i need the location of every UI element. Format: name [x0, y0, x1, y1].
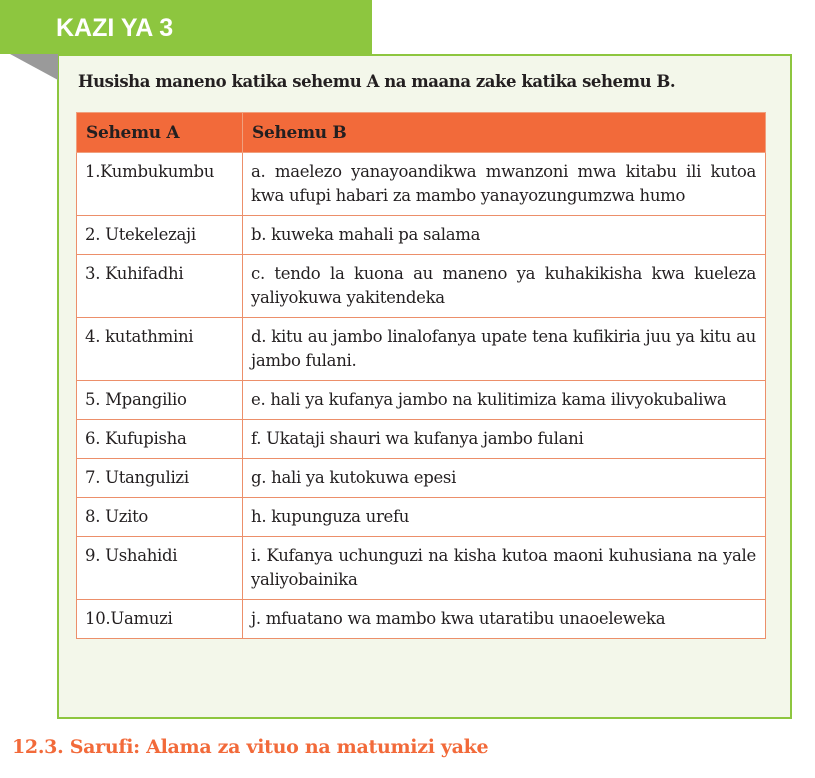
term-cell: 9. Ushahidi [77, 537, 243, 600]
term-cell: 2. Utekelezaji [77, 216, 243, 255]
meaning-cell: b. kuweka mahali pa salama [243, 216, 766, 255]
activity-tag [0, 0, 372, 54]
table-row [77, 255, 766, 318]
meaning-cell: e. hali ya kufanya jambo na kulitimiza kama ilivyokubaliwa [243, 381, 766, 420]
term-cell: 10.Uamuzi [77, 600, 243, 639]
table-row [77, 498, 766, 537]
term-cell: 7. Utangulizi [77, 459, 243, 498]
activity-tag-label: KAZI YA 3 [56, 14, 174, 42]
meaning-cell: g. hali ya kutokuwa epesi [243, 459, 766, 498]
table-row [77, 318, 766, 381]
term-cell: 8. Uzito [77, 498, 243, 537]
term-cell: 5. Mpangilio [77, 381, 243, 420]
activity-instruction: Husisha maneno katika sehemu A na maana zake katika sehemu B. [78, 72, 676, 91]
column-header-sehemu-b: Sehemu B [243, 113, 766, 153]
section-heading: 12.3. Sarufi: Alama za vituo na matumizi yake [12, 736, 489, 758]
meaning-cell: d. kitu au jambo linalofanya upate tena kufikiria juu ya kitu au jambo fulani. [243, 318, 766, 381]
meaning-cell: i. Kufanya uchunguzi na kisha kutoa maoni kuhusiana na yale yaliyobainika [243, 537, 766, 600]
table-row [77, 420, 766, 459]
meaning-cell: h. kupunguza urefu [243, 498, 766, 537]
term-cell: 1.Kumbukumbu [77, 153, 243, 216]
table-row [77, 381, 766, 420]
table-row [77, 537, 766, 600]
table-row [77, 153, 766, 216]
meaning-cell: j. mfuatano wa mambo kwa utaratibu unaoeleweka [243, 600, 766, 639]
term-cell: 4. kutathmini [77, 318, 243, 381]
meaning-cell: c. tendo la kuona au maneno ya kuhakikisha kwa kueleza yaliyokuwa yakitendeka [243, 255, 766, 318]
term-cell: 6. Kufupisha [77, 420, 243, 459]
table-header-row [77, 113, 766, 153]
table-row [77, 600, 766, 639]
term-cell: 3. Kuhifadhi [77, 255, 243, 318]
matching-table [76, 112, 766, 639]
meaning-cell: f. Ukataji shauri wa kufanya jambo fulani [243, 420, 766, 459]
meaning-cell: a. maelezo yanayoandikwa mwanzoni mwa kitabu ili kutoa kwa ufupi habari za mambo yanayozungumzwa humo [243, 153, 766, 216]
table-row [77, 459, 766, 498]
column-header-sehemu-a: Sehemu A [77, 113, 243, 153]
tag-fold-shadow [10, 54, 58, 80]
table-row [77, 216, 766, 255]
